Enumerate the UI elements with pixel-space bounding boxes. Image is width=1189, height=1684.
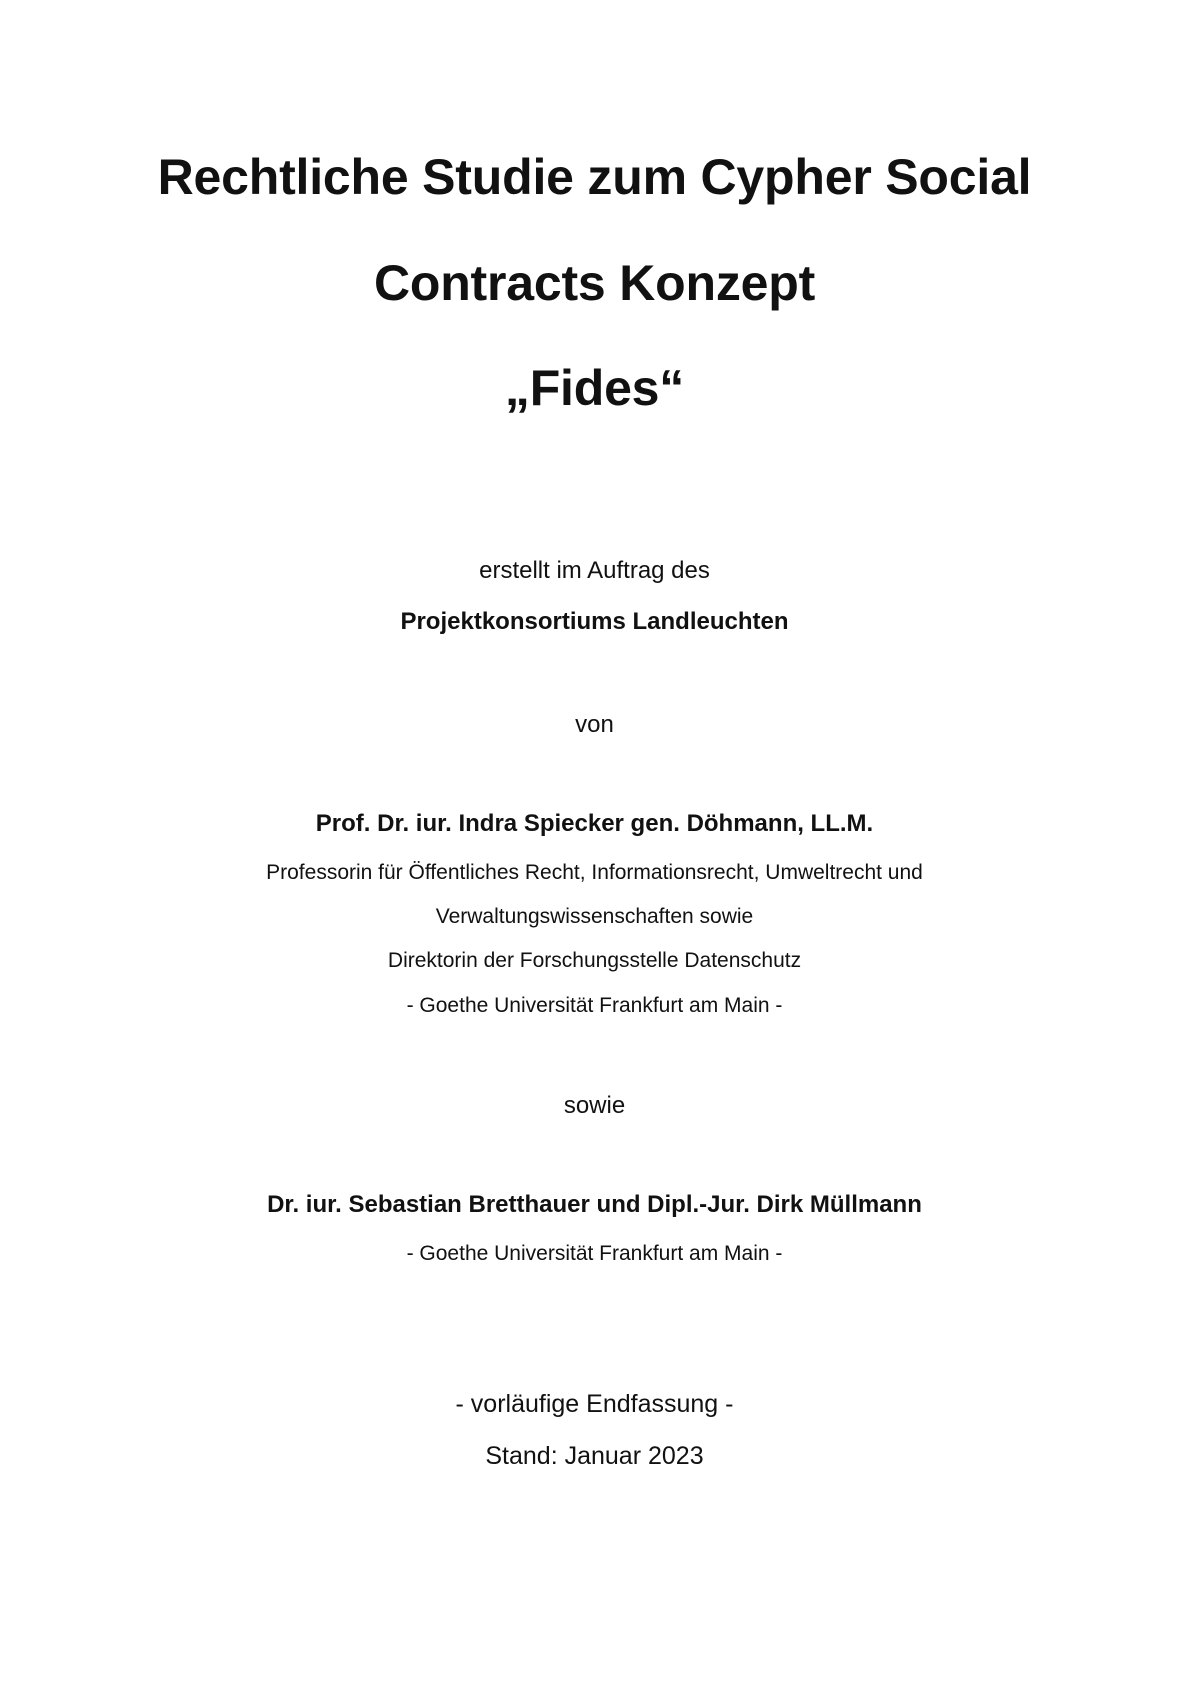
secondary-authors-names: Dr. iur. Sebastian Bretthauer und Dipl.-Jur. Dirk Müllmann: [267, 1191, 922, 1218]
by-label: von: [575, 711, 614, 738]
primary-author-position-line-3: Direktorin der Forschungsstelle Datenschutz: [387, 949, 802, 972]
document-title-line-2: Contracts Konzept: [373, 255, 816, 311]
secondary-authors-affiliation: - Goethe Universität Frankfurt am Main -: [406, 1242, 783, 1265]
commission-client: Projektkonsortiums Landleuchten: [400, 608, 789, 635]
and-label: sowie: [563, 1092, 626, 1119]
version-status: - vorläufige Endfassung -: [455, 1390, 734, 1418]
status-date: Stand: Januar 2023: [485, 1442, 704, 1470]
primary-author-position-line-1: Professorin für Öffentliches Recht, Informationsrecht, Umweltrecht und: [266, 861, 923, 884]
primary-author-position-line-2: Verwaltungswissenschaften sowie: [435, 905, 754, 928]
document-title-line-1: Rechtliche Studie zum Cypher Social: [157, 149, 1032, 205]
document-title-line-3: „Fides“: [504, 360, 685, 416]
commission-intro: erstellt im Auftrag des: [479, 557, 710, 584]
primary-author-name: Prof. Dr. iur. Indra Spiecker gen. Döhmann, LL.M.: [315, 810, 874, 837]
primary-author-affiliation: - Goethe Universität Frankfurt am Main -: [406, 994, 783, 1017]
